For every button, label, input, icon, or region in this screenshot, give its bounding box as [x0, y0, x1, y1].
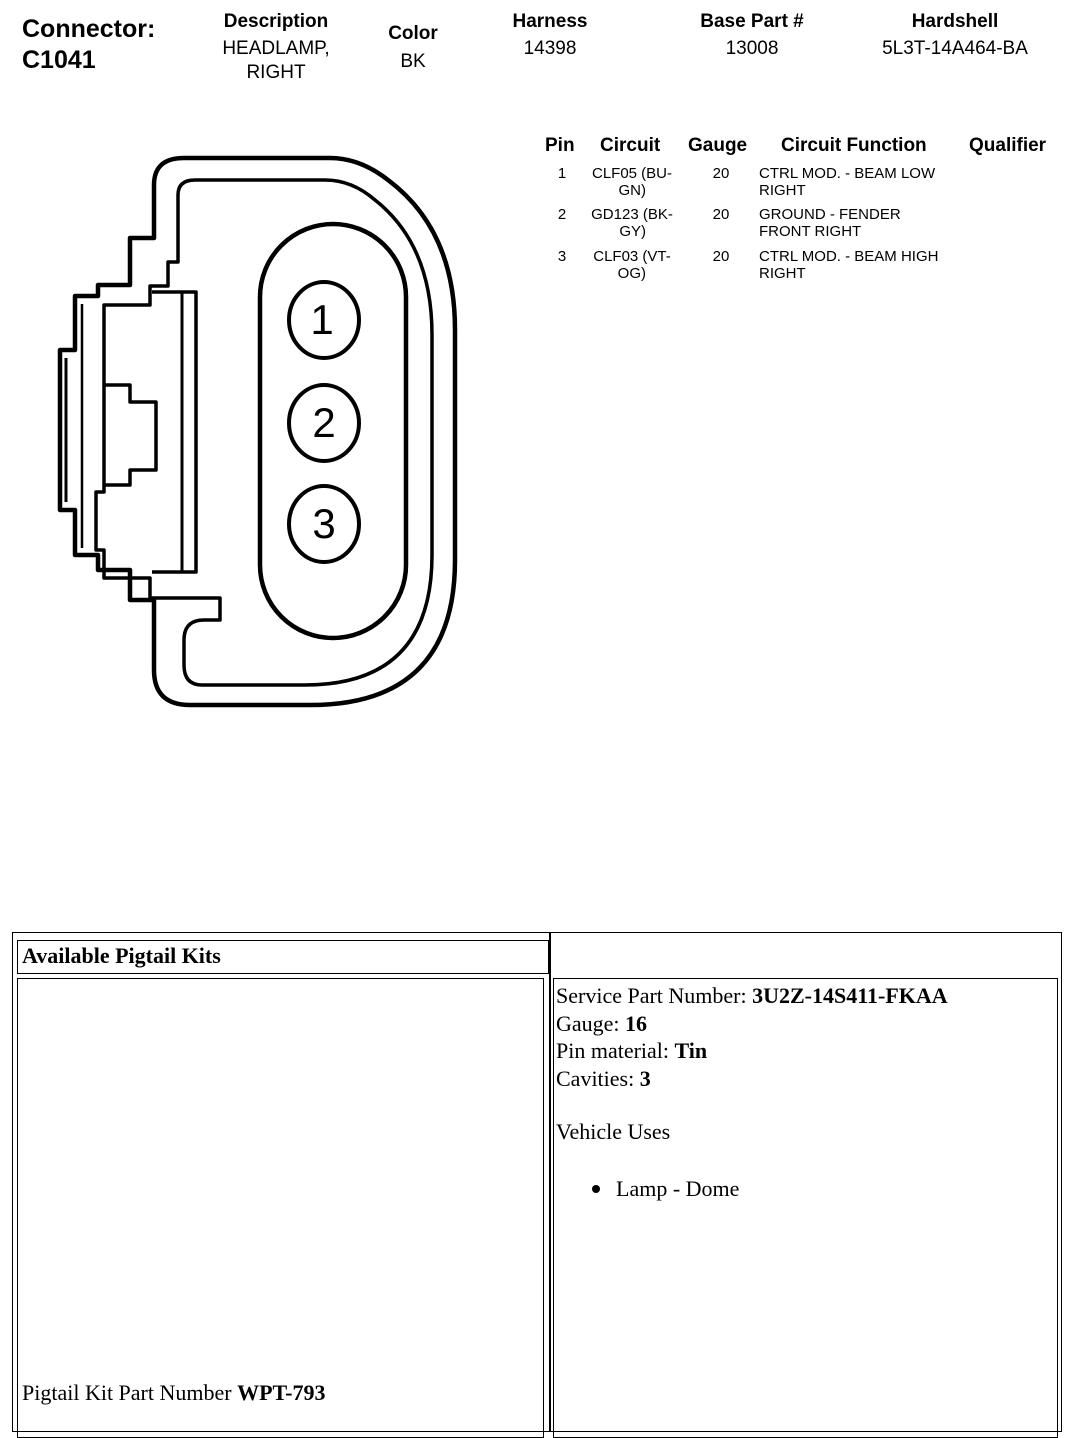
hardshell-column	[860, 10, 1050, 61]
pigtail-title-cell	[17, 940, 549, 974]
vehicle-use-item	[592, 1176, 739, 1202]
cavities-count: 3	[639, 1065, 651, 1091]
housing-outer-outline	[60, 158, 455, 705]
connector-heading	[22, 14, 155, 76]
row2-function: GROUND - FENDER FRONT RIGHT	[759, 206, 901, 240]
color-label: Color	[388, 23, 438, 44]
latch-outline	[152, 292, 196, 572]
pin-1-number: 1	[310, 296, 334, 343]
pigtail-specs	[556, 982, 948, 1092]
housing-inner-outline	[96, 180, 432, 685]
description-column	[196, 10, 356, 85]
harness-value: 14398	[523, 38, 577, 59]
gauge-row: Gauge: 16	[556, 1010, 648, 1036]
panel-divider	[549, 932, 551, 1432]
connector-face-diagram	[40, 140, 470, 720]
qualifier-header: Qualifier	[969, 135, 1047, 156]
harness-column	[490, 10, 610, 61]
base-part-column	[677, 10, 827, 61]
connector-label: Connector:	[22, 15, 156, 43]
harness-label: Harness	[512, 11, 588, 32]
row1-pin: 1	[557, 165, 567, 182]
row3-circuit: CLF03 (VT- OG)	[593, 248, 671, 282]
gauge-header: Gauge	[688, 135, 748, 156]
row3-gauge: 20	[712, 248, 730, 265]
cavities-row: Cavities: 3	[556, 1065, 651, 1091]
pin-2-number: 2	[312, 399, 336, 446]
pigtail-kit-part-row: Pigtail Kit Part Number WPT-793	[22, 1380, 326, 1405]
vehicle-uses-label: Vehicle Uses	[556, 1119, 671, 1144]
service-part-number: 3U2Z-14S411-FKAA	[752, 983, 948, 1008]
row1-circuit: CLF05 (BU- GN)	[591, 165, 673, 199]
pin-3-number: 3	[312, 500, 336, 547]
latch-notch	[104, 385, 156, 485]
row3-function: CTRL MOD. - BEAM HIGH RIGHT	[759, 248, 939, 282]
pin-header: Pin	[545, 135, 575, 156]
description-value-line2: RIGHT	[246, 62, 306, 83]
hardshell-value: 5L3T-14A464-BA	[882, 38, 1028, 59]
base-part-label: Base Part #	[700, 11, 804, 32]
row1-gauge: 20	[712, 165, 730, 182]
pigtail-kit-part-number: WPT-793	[237, 1380, 326, 1405]
color-value: BK	[400, 51, 426, 72]
pigtail-gauge: 16	[625, 1010, 648, 1036]
description-label: Description	[223, 11, 329, 32]
pigtail-image-cell	[17, 978, 544, 1438]
connector-id: C1041	[22, 46, 96, 74]
color-column	[373, 22, 453, 74]
base-part-value: 13008	[725, 38, 779, 59]
pigtail-title: Available Pigtail Kits	[22, 943, 221, 968]
row2-gauge: 20	[712, 206, 730, 223]
bullet-icon	[592, 1185, 600, 1193]
circuit-header: Circuit	[600, 135, 661, 156]
pin-material: Tin	[674, 1038, 708, 1063]
circuit-function-header: Circuit Function	[781, 135, 927, 156]
row1-function: CTRL MOD. - BEAM LOW RIGHT	[759, 165, 936, 199]
hardshell-label: Hardshell	[911, 11, 999, 32]
vehicle-use-text: Lamp - Dome	[616, 1176, 740, 1201]
row3-pin: 3	[557, 248, 567, 265]
row2-pin: 2	[557, 206, 567, 223]
pin-material-row: Pin material: Tin	[556, 1038, 708, 1063]
service-part-row: Service Part Number: 3U2Z-14S411-FKAA	[556, 983, 948, 1008]
description-value-line1: HEADLAMP,	[222, 38, 330, 59]
row2-circuit: GD123 (BK- GY)	[591, 206, 673, 240]
